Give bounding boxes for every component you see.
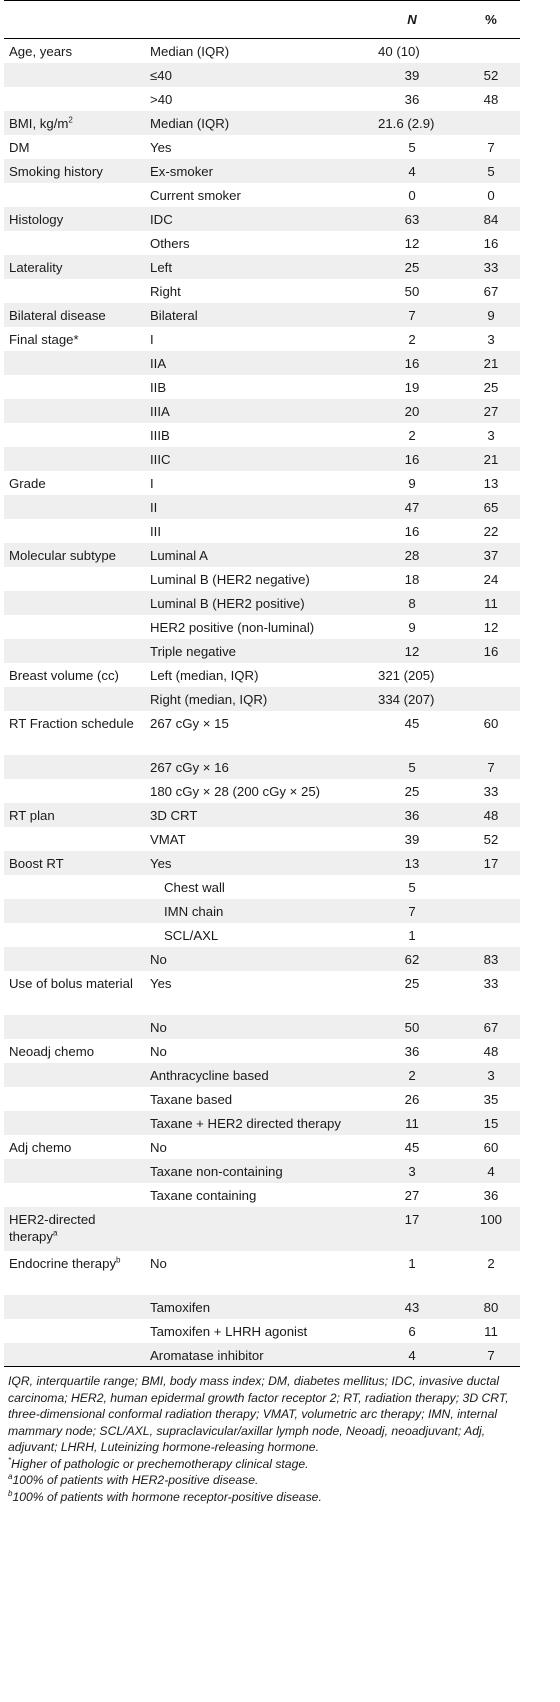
row-category: Tamoxifen — [150, 1299, 211, 1315]
row-percent: 33 — [483, 259, 499, 275]
row-characteristic — [4, 255, 144, 279]
table-row — [4, 279, 520, 303]
row-count: 43 — [404, 1299, 420, 1315]
row-characteristic — [4, 755, 144, 779]
row-percent: 67 — [483, 283, 499, 299]
row-percent: 0 — [487, 187, 495, 203]
row-percent: 11 — [484, 1323, 498, 1339]
row-characteristic — [4, 1159, 144, 1183]
row-count: 62 — [404, 951, 420, 967]
table-row — [4, 375, 520, 399]
row-count: 47 — [404, 499, 420, 515]
row-count: 36 — [404, 807, 420, 823]
row-count: 28 — [404, 547, 420, 563]
characteristic-label: RT plan — [9, 807, 55, 823]
row-characteristic — [4, 495, 144, 519]
table-row — [4, 1319, 520, 1343]
row-characteristic — [4, 543, 144, 567]
table-row — [4, 471, 520, 495]
row-percent: 7 — [462, 1343, 520, 1367]
row-value-summary: 21.6 (2.9) — [378, 115, 435, 131]
row-percent — [462, 875, 520, 899]
row-percent: 11 — [484, 595, 498, 611]
table-row — [4, 135, 520, 159]
row-percent: 67 — [483, 1019, 499, 1035]
row-percent: 22 — [483, 523, 499, 539]
row-category: IIIB — [150, 427, 170, 443]
row-category: Triple negative — [150, 643, 237, 659]
row-characteristic — [4, 639, 144, 663]
row-category: Aromatase inhibitor — [144, 1343, 362, 1367]
table-row — [4, 1039, 520, 1063]
row-percent: 33 — [483, 975, 499, 991]
row-category: Taxane containing — [150, 1187, 257, 1203]
row-percent — [462, 899, 520, 923]
row-category: 267 cGy × 15 — [150, 715, 229, 731]
row-count: 1 — [408, 1255, 416, 1271]
table-row — [4, 1087, 520, 1111]
row-category: IMN chain — [164, 903, 224, 919]
table-row — [4, 63, 520, 87]
row-count: 2 — [408, 1067, 416, 1083]
row-count: 4 — [362, 1343, 462, 1367]
row-value-summary: 334 (207) — [378, 691, 435, 707]
table-row — [4, 663, 520, 687]
row-count: 12 — [404, 235, 420, 251]
characteristic-label: Boost RT — [9, 855, 64, 871]
row-percent: 3 — [487, 1067, 495, 1083]
table-row — [4, 1111, 520, 1135]
row-count: 6 — [408, 1323, 416, 1339]
row-characteristic — [4, 711, 144, 755]
row-value-summary: 321 (205) — [378, 667, 435, 683]
table-row — [4, 1063, 520, 1087]
row-characteristic — [4, 207, 144, 231]
row-characteristic — [4, 1015, 144, 1039]
row-category: Bilateral — [150, 307, 198, 323]
row-category: SCL/AXL — [164, 927, 219, 943]
row-percent: 24 — [483, 571, 499, 587]
row-characteristic — [4, 183, 144, 207]
row-count: 39 — [404, 831, 420, 847]
row-percent: 21 — [483, 355, 499, 371]
row-count: 45 — [404, 1139, 420, 1155]
row-characteristic — [4, 63, 144, 87]
row-count: 63 — [404, 211, 420, 227]
row-count: 9 — [408, 619, 416, 635]
row-percent: 21 — [483, 451, 499, 467]
table-row — [4, 1295, 520, 1319]
characteristic-label: Histology — [9, 211, 64, 227]
row-percent: 7 — [487, 139, 495, 155]
row-characteristic — [4, 1183, 144, 1207]
table-row — [4, 567, 520, 591]
table-row — [4, 495, 520, 519]
table-row — [4, 851, 520, 875]
row-count: 0 — [408, 187, 416, 203]
table-row — [4, 755, 520, 779]
row-category: No — [150, 1019, 167, 1035]
table-row — [4, 87, 520, 111]
characteristic-label: Bilateral disease — [9, 307, 106, 323]
row-characteristic — [4, 447, 144, 471]
row-category: Median (IQR) — [150, 115, 230, 131]
row-count: 39 — [404, 67, 420, 83]
characteristic-label: Endocrine therapy — [9, 1255, 117, 1271]
header-category — [144, 1, 362, 39]
row-characteristic — [4, 1295, 144, 1319]
row-characteristic — [4, 471, 144, 495]
row-count: 11 — [405, 1115, 419, 1131]
table-row — [4, 875, 520, 899]
row-count: 17 — [404, 1211, 420, 1227]
row-count: 36 — [404, 1043, 420, 1059]
characteristic-label: Neoadj chemo — [9, 1043, 95, 1059]
row-characteristic — [4, 899, 144, 923]
table-row — [4, 1251, 520, 1295]
table-row — [4, 1159, 520, 1183]
footnote-stage — [8, 1456, 520, 1473]
characteristic-label: Breast volume (cc) — [9, 667, 119, 683]
row-category: Current smoker — [150, 187, 241, 203]
row-percent: 36 — [483, 1187, 499, 1203]
row-count: 13 — [404, 855, 420, 871]
row-characteristic — [4, 231, 144, 255]
row-percent: 48 — [483, 807, 499, 823]
row-count: 20 — [404, 403, 420, 419]
row-percent: 13 — [483, 475, 499, 491]
header-n: N — [362, 1, 462, 39]
row-percent: 52 — [483, 67, 499, 83]
row-characteristic — [4, 567, 144, 591]
row-category: 267 cGy × 16 — [150, 759, 229, 775]
table-row — [4, 159, 520, 183]
table-row — [4, 1183, 520, 1207]
header-characteristic — [4, 1, 144, 39]
row-category: Others — [150, 235, 190, 251]
row-percent: 48 — [483, 91, 499, 107]
row-percent: 17 — [483, 855, 499, 871]
characteristic-label: Molecular subtype — [9, 547, 117, 563]
row-category: Taxane + HER2 directed therapy — [150, 1115, 341, 1131]
row-characteristic — [4, 971, 144, 1015]
footnote-abbreviations: IQR, interquartile range; BMI, body mass index; DM, diabetes mellitus; IDC, invasive ductal carcinoma; HER2, human epidermal growth factor receptor 2; RT, radiation therapy; 3D CRT, three-dimensional conformal radiation therapy; VMAT, volumetric arc therapy; IMN, internal mammary node; SCL/AXL, supraclavicular/axillar lymph node, Neoadj, neoadjuvant; Adj, adjuvant; LHRH, Luteinizing hormone-releasing hormone. — [8, 1374, 509, 1454]
row-percent: 16 — [483, 643, 499, 659]
row-category: Left — [150, 259, 172, 275]
row-category: No — [150, 951, 167, 967]
table-row — [4, 947, 520, 971]
table-body — [4, 39, 520, 1367]
row-percent: 25 — [483, 379, 499, 395]
row-percent: 12 — [483, 619, 499, 635]
row-category: II — [150, 499, 158, 515]
row-characteristic — [4, 327, 144, 351]
table-row — [4, 351, 520, 375]
row-count: 5 — [408, 759, 416, 775]
row-percent: 4 — [487, 1163, 495, 1179]
row-category: Luminal A — [150, 547, 208, 563]
row-percent: 60 — [483, 715, 499, 731]
footnote-star-mark: * — [8, 1455, 12, 1465]
row-characteristic — [4, 1039, 144, 1063]
row-category: VMAT — [150, 831, 186, 847]
row-count: 36 — [404, 91, 420, 107]
footnote-a — [8, 1472, 520, 1489]
characteristic-label: Age, years — [9, 44, 73, 59]
characteristic-label: Grade — [9, 475, 46, 491]
row-category: IIA — [150, 355, 167, 371]
row-category: Taxane non-containing — [150, 1163, 283, 1179]
row-percent: 84 — [483, 211, 499, 227]
row-characteristic — [4, 779, 144, 803]
table-row — [4, 1015, 520, 1039]
row-characteristic — [4, 663, 144, 687]
table-row — [4, 687, 520, 711]
row-percent: 33 — [483, 783, 499, 799]
footnote-b-mark: b — [8, 1488, 13, 1498]
row-category: IDC — [150, 211, 173, 227]
row-count: 25 — [404, 259, 420, 275]
table-row — [4, 971, 520, 1015]
row-characteristic — [4, 1063, 144, 1087]
row-percent: 48 — [483, 1043, 499, 1059]
row-characteristic — [4, 399, 144, 423]
row-count: 19 — [404, 379, 420, 395]
table-row — [4, 447, 520, 471]
row-category: Median (IQR) — [150, 44, 230, 59]
row-percent: 27 — [483, 403, 499, 419]
row-characteristic — [4, 1251, 144, 1295]
row-count: 45 — [404, 715, 420, 731]
table-row — [4, 827, 520, 851]
characteristic-label: BMI, kg/m — [9, 115, 69, 131]
row-count: 18 — [404, 571, 420, 587]
row-percent: 7 — [487, 759, 495, 775]
row-category: Right — [150, 283, 181, 299]
header-percent: % — [462, 1, 520, 39]
row-category — [144, 1207, 362, 1251]
row-count: 16 — [404, 451, 420, 467]
row-characteristic — [4, 39, 144, 63]
row-category: 180 cGy × 28 (200 cGy × 25) — [150, 783, 321, 799]
table-row — [4, 111, 520, 135]
row-percent: 5 — [487, 163, 495, 179]
row-characteristic — [4, 615, 144, 639]
row-percent: 60 — [483, 1139, 499, 1155]
row-category: III — [150, 523, 161, 539]
row-percent: 15 — [483, 1115, 499, 1131]
row-category: Chest wall — [164, 879, 225, 895]
row-count: 5 — [408, 139, 416, 155]
row-percent — [462, 923, 520, 947]
row-category: Yes — [150, 139, 172, 155]
table-row — [4, 711, 520, 755]
table-row — [4, 183, 520, 207]
row-category: Luminal B (HER2 negative) — [150, 571, 310, 587]
row-count: 5 — [408, 879, 416, 895]
row-category: No — [150, 1043, 167, 1059]
row-percent: 3 — [487, 427, 495, 443]
row-count: 7 — [408, 903, 416, 919]
row-percent: 65 — [483, 499, 499, 515]
row-characteristic — [4, 519, 144, 543]
row-characteristic — [4, 875, 144, 899]
row-count: 16 — [404, 355, 420, 371]
row-characteristic — [4, 591, 144, 615]
row-percent: 35 — [483, 1091, 499, 1107]
row-category: Left (median, IQR) — [150, 667, 259, 683]
footnote-a-mark: a — [8, 1471, 13, 1481]
row-category: Anthracycline based — [150, 1067, 269, 1083]
row-count: 50 — [404, 1019, 420, 1035]
row-count: 25 — [404, 975, 420, 991]
characteristic-label: Final stage* — [9, 331, 79, 347]
row-characteristic — [4, 159, 144, 183]
characteristic-superscript: b — [116, 1255, 121, 1265]
row-category: Right (median, IQR) — [150, 691, 268, 707]
characteristic-label: DM — [9, 139, 30, 155]
footnote-a-text: 100% of patients with HER2-positive disease. — [12, 1473, 259, 1487]
table-row — [4, 303, 520, 327]
row-category: IIB — [150, 379, 167, 395]
table-row — [4, 207, 520, 231]
row-count: 16 — [404, 523, 420, 539]
row-category: No — [150, 1139, 167, 1155]
table-row — [4, 899, 520, 923]
row-characteristic — [4, 1135, 144, 1159]
row-characteristic — [4, 279, 144, 303]
table-row — [4, 1135, 520, 1159]
row-characteristic — [4, 1343, 144, 1367]
table-footnotes — [4, 1367, 520, 1505]
row-category: Taxane based — [150, 1091, 233, 1107]
table-header — [4, 1, 520, 39]
row-characteristic — [4, 1111, 144, 1135]
characteristic-label: Laterality — [9, 259, 63, 275]
row-characteristic — [4, 423, 144, 447]
row-count: 9 — [408, 475, 416, 491]
row-percent: 3 — [487, 331, 495, 347]
characteristic-label: HER2-directed therapy — [9, 1211, 96, 1244]
row-category: Luminal B (HER2 positive) — [150, 595, 305, 611]
row-count: 1 — [408, 927, 416, 943]
row-count: 2 — [408, 427, 416, 443]
row-category: ≤40 — [150, 67, 172, 83]
row-count: 2 — [408, 331, 416, 347]
table-row — [4, 639, 520, 663]
characteristic-label: Smoking history — [9, 163, 103, 179]
row-category: Tamoxifen + LHRH agonist — [150, 1323, 308, 1339]
row-count: 27 — [404, 1187, 420, 1203]
row-category: I — [150, 331, 154, 347]
characteristic-superscript: a — [53, 1228, 58, 1238]
characteristic-label: Use of bolus material — [9, 975, 133, 991]
row-characteristic — [4, 803, 144, 827]
table-row — [4, 543, 520, 567]
row-category: Yes — [150, 975, 172, 991]
row-characteristic — [4, 1207, 144, 1251]
row-characteristic — [4, 947, 144, 971]
row-characteristic — [4, 1087, 144, 1111]
row-count: 25 — [404, 783, 420, 799]
row-characteristic — [4, 351, 144, 375]
row-percent: 16 — [483, 235, 499, 251]
characteristics-table-container — [4, 0, 520, 1505]
row-count: 50 — [404, 283, 420, 299]
row-category: I — [150, 475, 154, 491]
row-characteristic — [4, 687, 144, 711]
table-row — [4, 779, 520, 803]
row-category: IIIC — [150, 451, 171, 467]
row-percent: 80 — [483, 1299, 499, 1315]
row-characteristic — [4, 375, 144, 399]
characteristic-label: Adj chemo — [9, 1139, 72, 1155]
table-row — [4, 423, 520, 447]
row-percent: 100 — [479, 1211, 502, 1227]
characteristic-label: RT Fraction schedule — [9, 715, 134, 731]
table-row — [4, 1207, 520, 1251]
characteristic-superscript: 2 — [68, 115, 73, 125]
table-row — [4, 519, 520, 543]
row-percent: 9 — [487, 307, 495, 323]
row-characteristic — [4, 827, 144, 851]
row-category: No — [150, 1255, 167, 1271]
row-characteristic — [4, 851, 144, 875]
row-category: >40 — [150, 91, 173, 107]
row-characteristic — [4, 303, 144, 327]
row-characteristic — [4, 135, 144, 159]
row-category: Yes — [150, 855, 172, 871]
row-count: 7 — [408, 307, 416, 323]
table-row — [4, 615, 520, 639]
row-characteristic — [4, 923, 144, 947]
row-count: 4 — [408, 163, 416, 179]
table-row — [4, 803, 520, 827]
row-category: IIIA — [150, 403, 170, 419]
row-characteristic — [4, 87, 144, 111]
table-row — [4, 327, 520, 351]
row-count: 26 — [404, 1091, 420, 1107]
row-percent: 83 — [483, 951, 499, 967]
row-percent: 2 — [487, 1255, 495, 1271]
footnote-b — [8, 1489, 520, 1506]
table-row — [4, 591, 520, 615]
row-category: Ex-smoker — [150, 163, 214, 179]
table-row — [4, 1343, 520, 1367]
table-row — [4, 923, 520, 947]
row-category: 3D CRT — [150, 807, 198, 823]
row-characteristic — [4, 1319, 144, 1343]
row-category: HER2 positive (non-luminal) — [150, 619, 315, 635]
row-percent: 52 — [483, 831, 499, 847]
row-count: 12 — [404, 643, 420, 659]
table-row — [4, 399, 520, 423]
row-characteristic — [4, 111, 144, 135]
table-row — [4, 255, 520, 279]
row-count: 8 — [408, 595, 416, 611]
row-count: 3 — [408, 1163, 416, 1179]
row-percent: 37 — [483, 547, 499, 563]
table-row — [4, 39, 520, 63]
patient-characteristics-table — [4, 0, 520, 1367]
footnote-stage-text: Higher of pathologic or prechemotherapy clinical stage. — [11, 1456, 309, 1471]
table-row — [4, 231, 520, 255]
row-value-summary: 40 (10) — [378, 44, 420, 59]
footnote-b-text: 100% of patients with hormone receptor-positive disease. — [12, 1489, 322, 1504]
